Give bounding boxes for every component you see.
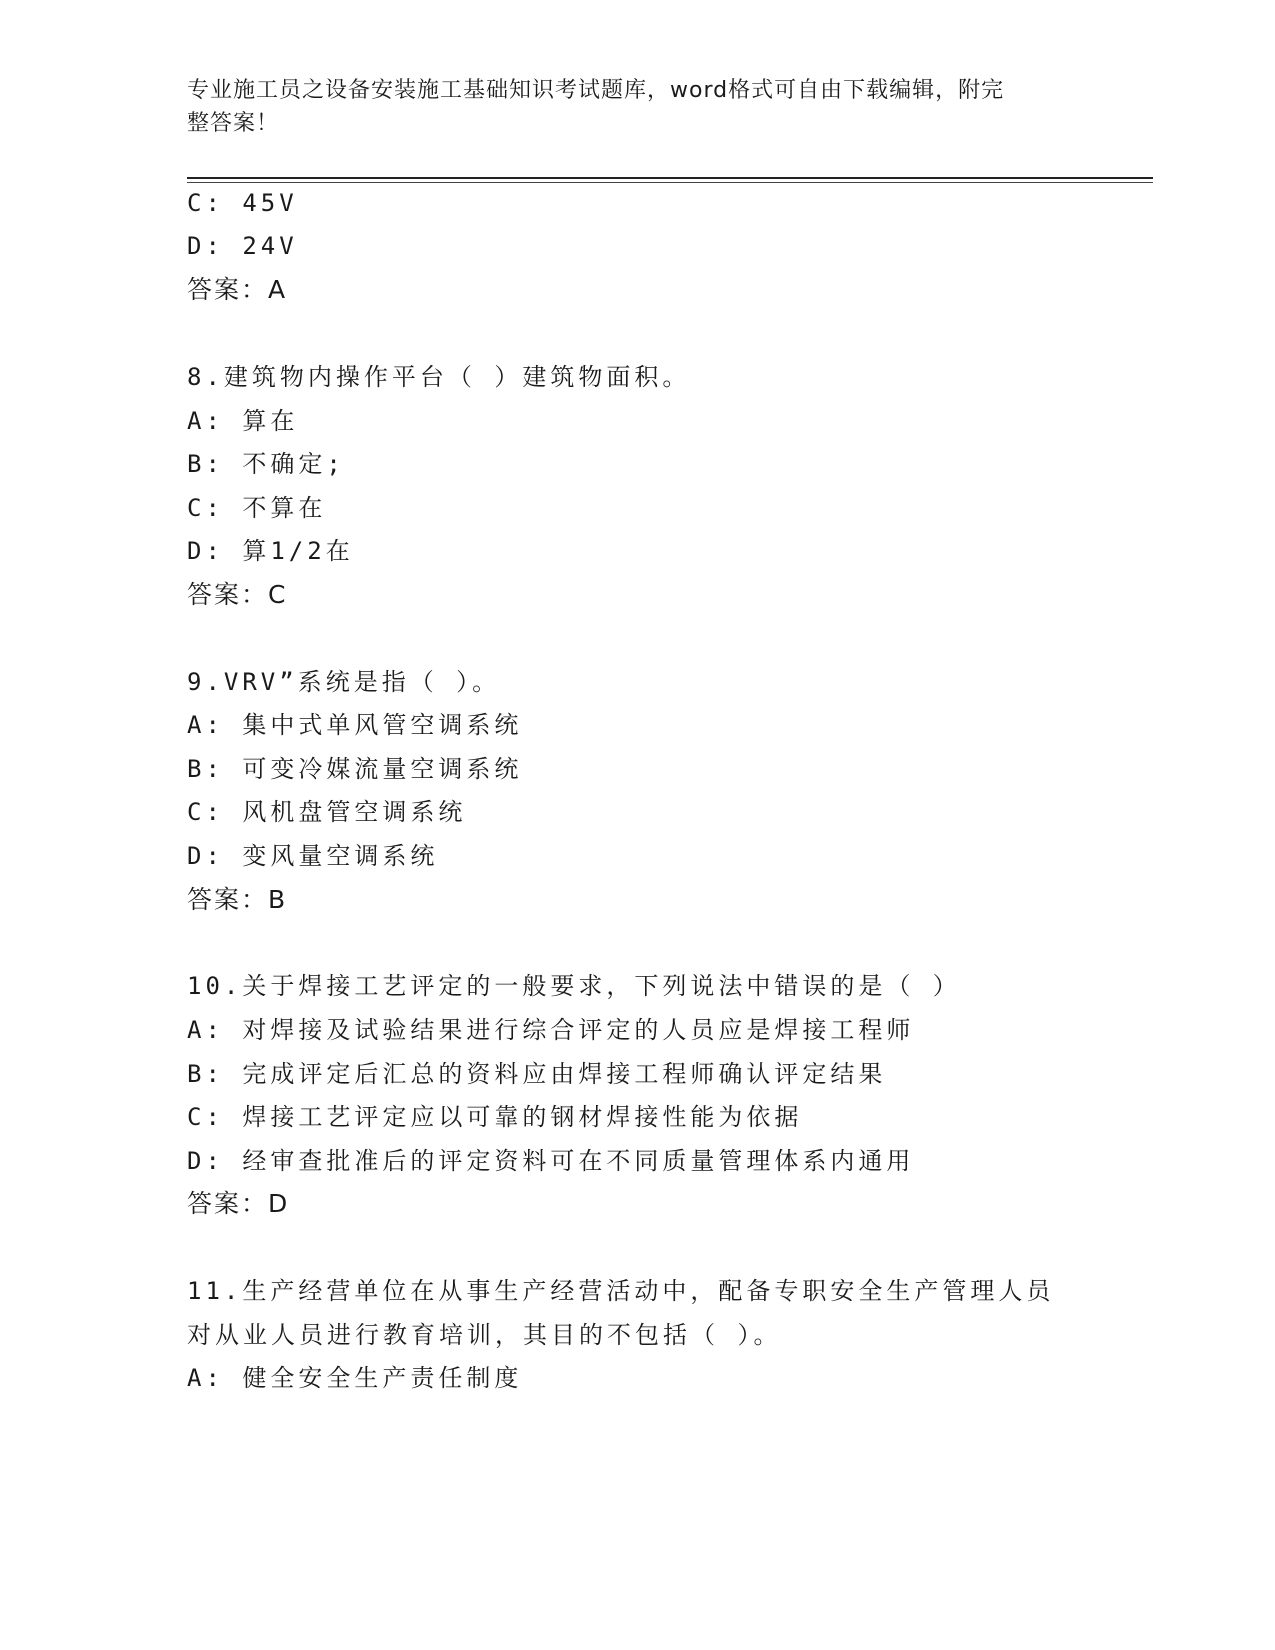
q7-answer: 答案：A	[187, 275, 288, 304]
document-header	[187, 74, 1087, 140]
q7-option-d: D: 24V	[187, 232, 298, 260]
q11-option-a: A: 健全安全生产责任制度	[187, 1364, 523, 1392]
q10-option-c: C: 焊接工艺评定应以可靠的钢材焊接性能为依据	[187, 1103, 803, 1131]
q10-option-a: A: 对焊接及试验结果进行综合评定的人员应是焊接工程师	[187, 1016, 915, 1044]
q10-option-b: B: 完成评定后汇总的资料应由焊接工程师确认评定结果	[187, 1060, 887, 1088]
q9-question: 9.VRV”系统是指（ ）。	[187, 668, 501, 696]
header-title-line-2: 整答案！	[187, 111, 280, 136]
q10-question: 10.关于焊接工艺评定的一般要求，下列说法中错误的是（ ）	[187, 972, 961, 1000]
q8-option-d: D: 算1/2在	[187, 537, 354, 565]
q8-answer: 答案：C	[187, 580, 288, 609]
q8-option-c: C: 不算在	[187, 494, 327, 522]
q9-option-a: A: 集中式单风管空调系统	[187, 711, 523, 739]
q10-option-d: D: 经审查批准后的评定资料可在不同质量管理体系内通用	[187, 1147, 915, 1175]
q8-option-a: A: 算在	[187, 407, 299, 435]
header-divider	[187, 177, 1153, 179]
q11-question-line-1: 11.生产经营单位在从事生产经营活动中，配备专职安全生产管理人员	[187, 1277, 1055, 1305]
q8-option-b: B: 不确定;	[187, 450, 345, 478]
q9-answer: 答案：B	[187, 885, 288, 914]
header-title-line-1: 专业施工员之设备安装施工基础知识考试题库，word格式可自由下载编辑，附完	[187, 78, 1005, 103]
q10-answer: 答案：D	[187, 1189, 290, 1218]
q9-option-c: C: 风机盘管空调系统	[187, 798, 467, 826]
header-divider-thin	[187, 182, 1153, 183]
q8-question: 8.建筑物内操作平台（ ）建筑物面积。	[187, 363, 691, 391]
q7-option-c: C: 45V	[187, 189, 298, 217]
q9-option-b: B: 可变冷媒流量空调系统	[187, 755, 523, 783]
q9-option-d: D: 变风量空调系统	[187, 842, 439, 870]
q11-question-line-2: 对从业人员进行教育培训，其目的不包括（ ）。	[187, 1321, 782, 1349]
